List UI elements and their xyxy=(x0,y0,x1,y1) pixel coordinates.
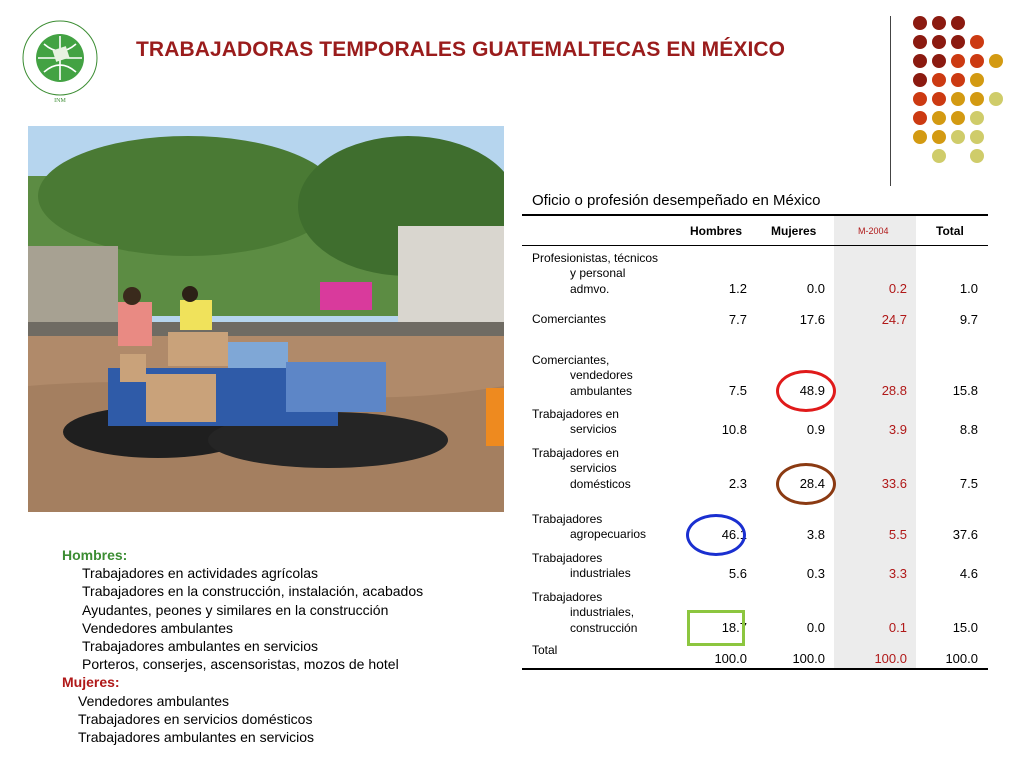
row-label xyxy=(532,446,631,492)
legend-hombres-item: Porteros, conserjes, ascensoristas, mozos de hotel xyxy=(82,656,399,673)
cell-mujeres: 0.0 xyxy=(806,620,825,635)
row-label xyxy=(532,590,637,636)
row-label-line: vendedores xyxy=(570,368,633,383)
header-divider xyxy=(890,16,891,186)
cell-total: 15.8 xyxy=(952,383,978,398)
cell-hombres: 2.3 xyxy=(728,476,747,491)
legend-mujeres-item: Trabajadores ambulantes en servicios xyxy=(78,729,315,746)
decorative-dot xyxy=(913,73,927,87)
row-label xyxy=(532,551,631,582)
column-header-total: Total xyxy=(936,224,964,238)
cell-m2004: 100.0 xyxy=(874,651,907,666)
cell-total: 9.7 xyxy=(959,312,978,327)
legend-hombres-item: Trabajadores en actividades agrícolas xyxy=(82,565,319,582)
legend-mujeres-item: Trabajadores en servicios domésticos xyxy=(78,710,313,727)
row-label-line: Trabajadores en xyxy=(532,446,619,460)
decorative-dot xyxy=(970,73,984,87)
legend-hombres-item: Vendedores ambulantes xyxy=(82,619,233,636)
row-label-line: y personal xyxy=(570,266,626,281)
decorative-dot xyxy=(913,35,927,49)
legend-hombres-item: Trabajadores ambulantes en servicios xyxy=(82,638,319,655)
logo-subtext: INM xyxy=(54,98,66,104)
decorative-dot xyxy=(932,54,946,68)
table-title: Oficio o profesión desempeñado en México xyxy=(532,192,821,209)
decorative-dot xyxy=(989,92,1003,106)
cell-hombres: 7.7 xyxy=(728,312,747,327)
decorative-dot xyxy=(932,35,946,49)
cell-total: 8.8 xyxy=(959,422,978,437)
column-header-m2004: M-2004 xyxy=(858,226,889,236)
cell-mujeres: 3.8 xyxy=(806,527,825,542)
decorative-dot xyxy=(951,54,965,68)
decorative-dot xyxy=(913,92,927,106)
decorative-dot xyxy=(970,111,984,125)
decorative-dot-grid xyxy=(908,12,1008,167)
cell-highlight-mark xyxy=(776,370,836,412)
decorative-dot xyxy=(970,149,984,163)
cell-m2004: 3.3 xyxy=(888,566,907,581)
row-label-line: industriales xyxy=(570,566,631,581)
occupation-legend xyxy=(62,546,502,746)
institution-logo xyxy=(20,18,100,104)
row-label-line: construcción xyxy=(570,620,638,635)
legend-hombres-item: Ayudantes, peones y similares en la construcción xyxy=(82,601,389,618)
decorative-dot xyxy=(932,149,946,163)
table-header-rule xyxy=(522,245,988,246)
decorative-dot xyxy=(951,73,965,87)
cell-total: 1.0 xyxy=(959,281,978,296)
cell-mujeres: 28.4 xyxy=(799,476,825,491)
cell-m2004: 24.7 xyxy=(881,312,907,327)
photo-river-raft xyxy=(28,126,504,512)
row-label-line: Comerciantes xyxy=(532,312,607,326)
decorative-dot xyxy=(970,35,984,49)
decorative-dot xyxy=(932,92,946,106)
row-label xyxy=(532,312,606,327)
cell-mujeres: 0.0 xyxy=(806,281,825,296)
cell-total: 7.5 xyxy=(959,476,978,491)
cell-total: 37.6 xyxy=(952,527,978,542)
table-bottom-rule xyxy=(522,668,988,670)
decorative-dot xyxy=(951,130,965,144)
cell-mujeres: 17.6 xyxy=(799,312,825,327)
cell-mujeres: 100.0 xyxy=(792,651,825,666)
cell-mujeres: 48.9 xyxy=(799,383,825,398)
row-label-line: Profesionistas, técnicos xyxy=(532,251,659,265)
decorative-dot xyxy=(932,73,946,87)
decorative-dot xyxy=(970,92,984,106)
cell-hombres: 100.0 xyxy=(714,651,747,666)
row-label-line: Trabajadores xyxy=(532,551,603,565)
cell-m2004: 33.6 xyxy=(881,476,907,491)
cell-highlight-mark xyxy=(687,610,745,646)
row-label-line: domésticos xyxy=(570,476,631,491)
column-header-hombres: Hombres xyxy=(690,224,743,238)
decorative-dot xyxy=(951,16,965,30)
decorative-dot xyxy=(951,92,965,106)
row-label xyxy=(532,512,646,543)
row-label-line: admvo. xyxy=(570,281,610,296)
cell-highlight-mark xyxy=(686,514,746,556)
table-top-rule xyxy=(522,214,988,216)
decorative-dot xyxy=(913,16,927,30)
row-label xyxy=(532,407,619,438)
decorative-dot xyxy=(951,111,965,125)
cell-hombres: 1.2 xyxy=(728,281,747,296)
cell-total: 15.0 xyxy=(952,620,978,635)
row-label xyxy=(532,353,633,399)
cell-hombres: 7.5 xyxy=(728,383,747,398)
cell-mujeres: 0.9 xyxy=(806,422,825,437)
cell-highlight-mark xyxy=(776,463,836,505)
cell-mujeres: 0.3 xyxy=(806,566,825,581)
legend-mujeres-heading: Mujeres: xyxy=(62,674,120,691)
row-label-line: agropecuarios xyxy=(570,527,647,542)
cell-hombres: 46.1 xyxy=(721,527,747,542)
row-label-line: industriales, xyxy=(570,605,635,620)
row-label-line: ambulantes xyxy=(570,383,633,398)
cell-total: 4.6 xyxy=(959,566,978,581)
decorative-dot xyxy=(970,130,984,144)
page-title: TRABAJADORAS TEMPORALES GUATEMALTECAS EN MÉXICO xyxy=(136,38,786,61)
cell-hombres: 18.7 xyxy=(721,620,747,635)
row-label-line: servicios xyxy=(570,422,617,437)
cell-hombres: 10.8 xyxy=(721,422,747,437)
row-label-line: Trabajadores xyxy=(532,590,603,604)
cell-m2004: 0.1 xyxy=(888,620,907,635)
cell-m2004: 3.9 xyxy=(888,422,907,437)
decorative-dot xyxy=(951,35,965,49)
decorative-dot xyxy=(913,54,927,68)
decorative-dot xyxy=(989,54,1003,68)
decorative-dot xyxy=(932,111,946,125)
cell-m2004: 28.8 xyxy=(881,383,907,398)
row-label-line: Comerciantes, xyxy=(532,353,610,367)
row-label-line: servicios xyxy=(570,461,617,476)
legend-mujeres-item: Vendedores ambulantes xyxy=(78,692,229,709)
cell-hombres: 5.6 xyxy=(728,566,747,581)
cell-total: 100.0 xyxy=(945,651,978,666)
decorative-dot xyxy=(913,111,927,125)
cell-m2004: 0.2 xyxy=(888,281,907,296)
row-label-line: Total xyxy=(532,643,558,657)
decorative-dot xyxy=(932,16,946,30)
cell-m2004: 5.5 xyxy=(888,527,907,542)
decorative-dot xyxy=(932,130,946,144)
row-label xyxy=(532,251,658,297)
legend-hombres-item: Trabajadores en la construcción, instalación, acabados xyxy=(82,583,424,600)
decorative-dot xyxy=(913,130,927,144)
row-label xyxy=(532,643,557,658)
row-label-line: Trabajadores xyxy=(532,512,603,526)
decorative-dot xyxy=(970,54,984,68)
column-header-mujeres: Mujeres xyxy=(771,224,817,238)
legend-hombres-heading: Hombres: xyxy=(62,547,128,563)
row-label-line: Trabajadores en xyxy=(532,407,619,421)
